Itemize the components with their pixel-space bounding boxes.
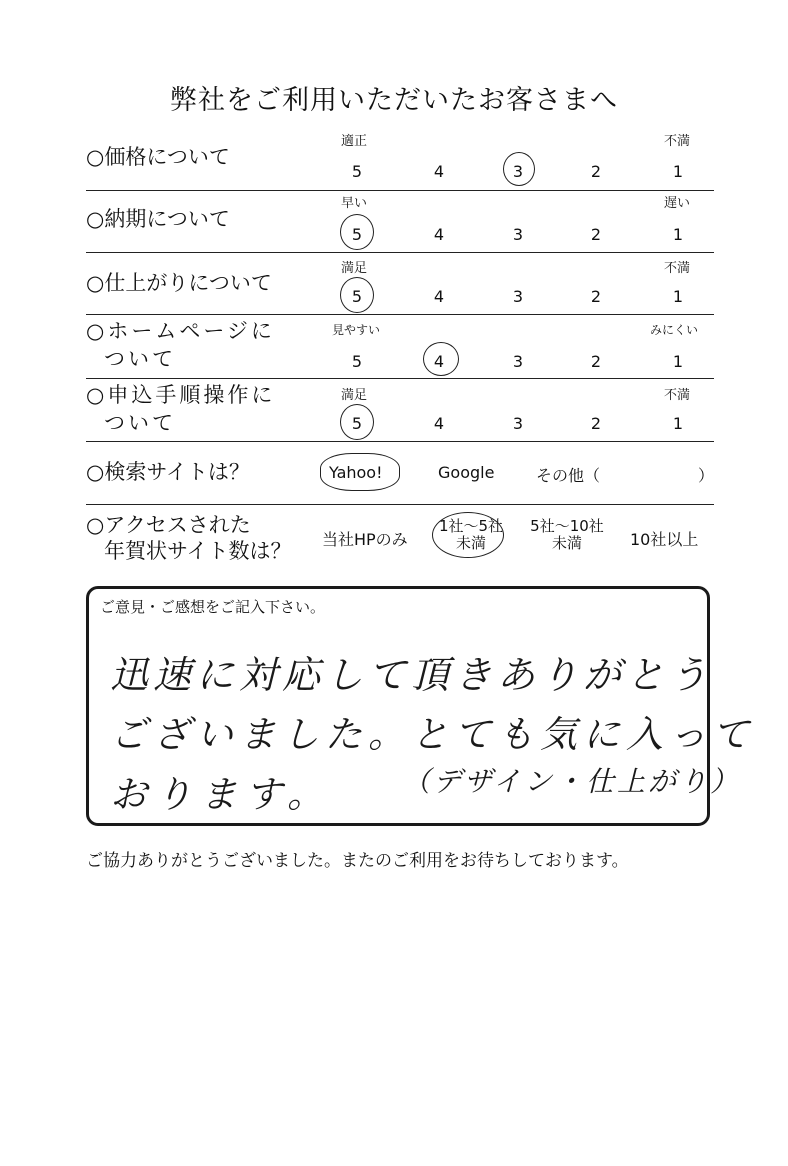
finish-option-4[interactable]: 4 [433,287,445,306]
comment-line-2: ございました。とても気に入って [110,713,755,756]
finish-option-1[interactable]: 1 [672,287,684,306]
homepage-option-3[interactable]: 3 [512,352,524,371]
question-access-label-1: ○アクセスされた [86,513,251,537]
procedure-option-5[interactable]: 5 [351,414,363,433]
access-option-5to10[interactable] [522,518,612,552]
search-option-yahoo[interactable]: Yahoo! [329,463,383,482]
question-homepage-label-1: ○ホームページに [86,319,275,343]
comment-line-3: おります。 [110,773,333,816]
divider [86,441,714,442]
price-option-1[interactable]: 1 [672,162,684,181]
question-delivery-right-word: 遅い [664,196,691,211]
question-homepage-right-word: みにくい [650,323,699,337]
question-delivery-left-word: 早い [341,196,368,211]
procedure-option-1[interactable]: 1 [672,414,684,433]
divider [86,252,714,253]
delivery-option-4[interactable]: 4 [433,225,445,244]
page-title: 弊社をご利用いただいたお客さまへ [170,85,618,116]
question-homepage-left-word: 見やすい [332,323,381,337]
question-finish-label: ○仕上がりについて [86,271,272,295]
comment-line-3-note: （デザイン・仕上がり） [402,765,742,798]
search-option-google[interactable]: Google [438,463,495,482]
procedure-option-4[interactable]: 4 [433,414,445,433]
homepage-option-4[interactable]: 4 [433,352,445,371]
homepage-option-2[interactable]: 2 [590,352,602,371]
question-homepage-label-2: ついて [104,347,176,371]
question-finish-right-word: 不満 [664,261,691,276]
delivery-option-1[interactable]: 1 [672,225,684,244]
homepage-option-5[interactable]: 5 [351,352,363,371]
homepage-selected-circle [423,342,459,376]
question-price-right-word: 不満 [664,134,691,149]
price-option-3[interactable]: 3 [512,162,524,181]
question-procedure-left-word: 満足 [341,388,368,403]
price-selected-circle [503,152,535,186]
question-finish-left-word: 満足 [341,261,368,276]
comment-line-1: 迅速に対応して頂きありがとう [110,653,713,697]
question-price-left-word: 適正 [341,134,368,149]
access-option-own-only[interactable]: 当社HPのみ [322,530,408,549]
search-selected-circle [320,453,400,491]
question-procedure-label-2: ついて [104,411,176,435]
access-selected-circle [432,512,504,558]
finish-selected-circle [340,277,374,313]
question-search-label: ○検索サイトは？ [86,460,250,484]
footer-thanks: ご協力ありがとうございました。またのご利用をお待ちしております。 [86,851,629,871]
access-option-1to5-line2: 未満 [455,534,486,552]
divider [86,190,714,191]
question-price-label: ○価格について [86,145,230,169]
question-access-label-2: 年賀状サイト数は？ [104,539,292,563]
price-option-2[interactable]: 2 [590,162,602,181]
finish-option-5[interactable]: 5 [351,287,363,306]
search-option-other-close: ） [698,466,715,485]
access-option-5to10-line1: 5社～10社 [530,517,604,535]
delivery-selected-circle [340,214,374,250]
procedure-option-3[interactable]: 3 [512,414,524,433]
delivery-option-2[interactable]: 2 [590,225,602,244]
delivery-option-3[interactable]: 3 [512,225,524,244]
price-option-5[interactable]: 5 [351,162,363,181]
divider [86,314,714,315]
access-option-1to5-line1: 1社～5社 [438,517,504,535]
finish-option-3[interactable]: 3 [512,287,524,306]
question-procedure-label-1: ○申込手順操作に [86,383,276,407]
divider [86,378,714,379]
finish-option-2[interactable]: 2 [590,287,602,306]
delivery-option-5[interactable]: 5 [351,225,363,244]
procedure-selected-circle [340,404,374,440]
access-option-5to10-line2: 未満 [551,534,582,552]
divider [86,504,714,505]
procedure-option-2[interactable]: 2 [590,414,602,433]
price-option-4[interactable]: 4 [433,162,445,181]
access-option-10plus[interactable]: 10社以上 [630,530,699,549]
comment-label: ご意見・ご感想をご記入下さい。 [100,598,326,616]
question-delivery-label: ○納期について [86,207,230,231]
question-procedure-right-word: 不満 [664,388,691,403]
homepage-option-1[interactable]: 1 [672,352,684,371]
search-option-other[interactable]: その他（ [536,466,601,485]
